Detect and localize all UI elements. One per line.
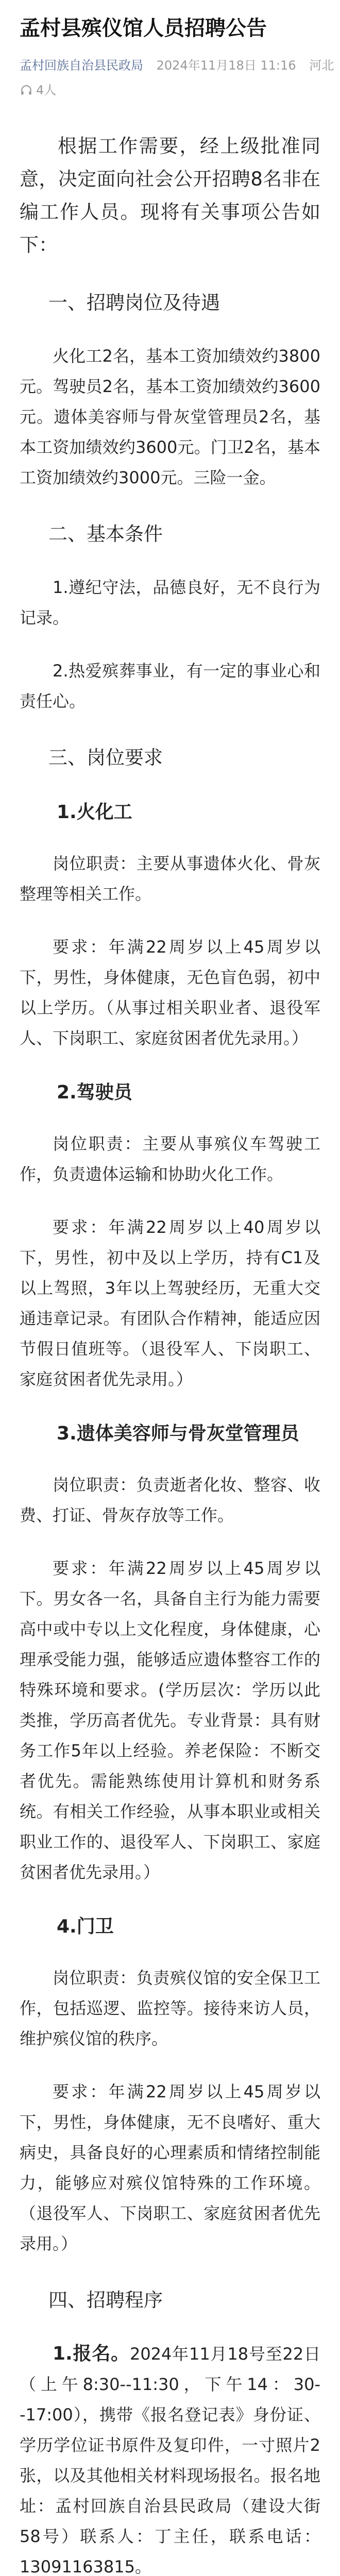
job-duty-cremation: 岗位职责：主要从事遗体火化、骨灰整理等相关工作。 [20, 854, 320, 904]
article-date: 2024年11月18日 11:16 [156, 58, 296, 73]
step-text: 2024年11月18号至22日（上午8:30--11:30，下午14：30--17:00），携带《报名登记表》身份证、学历学位证书原件及复印件，一寸照片2张，以及其他相关材料现场报名。报名地址：孟村回族自治县民政局（建设大街58号）联系人：丁主任，联系电话：13091163815。 [20, 2344, 320, 2576]
job-title-cosmetician: 3.遗体美容师与骨灰堂管理员 [57, 1423, 299, 1444]
article-location: 河北 [309, 58, 334, 73]
section-heading-3: 三、岗位要求 [48, 747, 163, 769]
condition-item-2: 2.热爱殡葬事业，有一定的事业心和责任心。 [20, 661, 320, 711]
positions-paragraph: 火化工2名，基本工资加绩效约3800元。驾驶员2名，基本工资加绩效约3600元。遗体美容师与骨灰堂管理员2名，基本工资加绩效约3600元。门卫2名，基本工资加绩效约3000元。三险一金。 [20, 346, 320, 487]
section-heading-2: 二、基本条件 [48, 523, 163, 545]
step-label: 1.报名。 [53, 2343, 130, 2364]
section-heading-4: 四、招聘程序 [48, 2289, 163, 2311]
section-heading-1: 一、招聘岗位及待遇 [48, 292, 220, 314]
job-req-guard: 要求：年满22周岁以上45周岁以下，男性，身体健康，无不良嗜好、重大病史，具备良好的心理素质和情绪控制能力，能够应对殡仪馆特殊的工作环境。（退役军人、下岗职工、家庭贫困者优先录用。） [20, 2082, 320, 2253]
listen-count-text: 4人 [36, 83, 57, 97]
job-title-cremation: 1.火化工 [57, 802, 132, 823]
job-duty-driver: 岗位职责：主要从事殡仪车驾驶工作，负责遗体运输和协助火化工作。 [20, 1134, 320, 1184]
article-meta [20, 57, 334, 74]
headphones-icon [20, 83, 33, 97]
listen-count[interactable] [20, 81, 320, 99]
article-body [20, 130, 320, 2576]
intro-paragraph: 根据工作需要，经上级批准同意，决定面向社会公开招聘8名非在编工作人员。现将有关事项公告如下： [20, 135, 320, 256]
article-source[interactable]: 孟村回族自治县民政局 [20, 58, 143, 73]
job-req-cremation: 要求：年满22周岁以上45周岁以下，男性，身体健康，无色盲色弱，初中以上学历。（从事过相关职业者、退役军人、下岗职工、家庭贫困者优先录用。） [20, 937, 320, 1048]
job-req-cosmetician: 要求：年满22周岁以上45周岁以下。男女各一名，具备自主行为能力需要高中或中专以上文化程度，身体健康，心理承受能力强，能够适应遗体整容工作的特殊环境和要求。(学历层次：学历以此类推，学历高者优先。专业背景：具有财务工作5年以上经验。养老保险：不断交者优先。需能熟练使用计算机和财务系统。有相关工作经验，从事本职业或相关职业工作的、退役军人、下岗职工、家庭贫困者优先录用。） [20, 1558, 320, 1882]
job-title-driver: 2.驾驶员 [57, 1082, 132, 1103]
condition-item-1: 1.遵纪守法，品德良好，无不良行为记录。 [20, 578, 320, 628]
job-duty-guard: 岗位职责：负责殡仪馆的安全保卫工作，包括巡逻、监控等。接待来访人员，维护殡仪馆的秩序。 [20, 1968, 320, 2048]
job-title-guard: 4.门卫 [57, 1916, 114, 1937]
article-title: 孟村县殡仪馆人员招聘公告 [20, 16, 267, 40]
job-duty-cosmetician: 岗位职责：负责逝者化妆、整容、收费、打证、骨灰存放等工作。 [20, 1475, 320, 1525]
procedure-step-1 [20, 2338, 320, 2576]
job-req-driver: 要求：年满22周岁以上40周岁以下，男性，初中及以上学历，持有C1及以上驾照，3年以上驾驶经历，无重大交通违章记录。有团队合作精神，能适应因节假日值班等。（退役军人、下岗职工、家庭贫困者优先录用。） [20, 1217, 320, 1389]
